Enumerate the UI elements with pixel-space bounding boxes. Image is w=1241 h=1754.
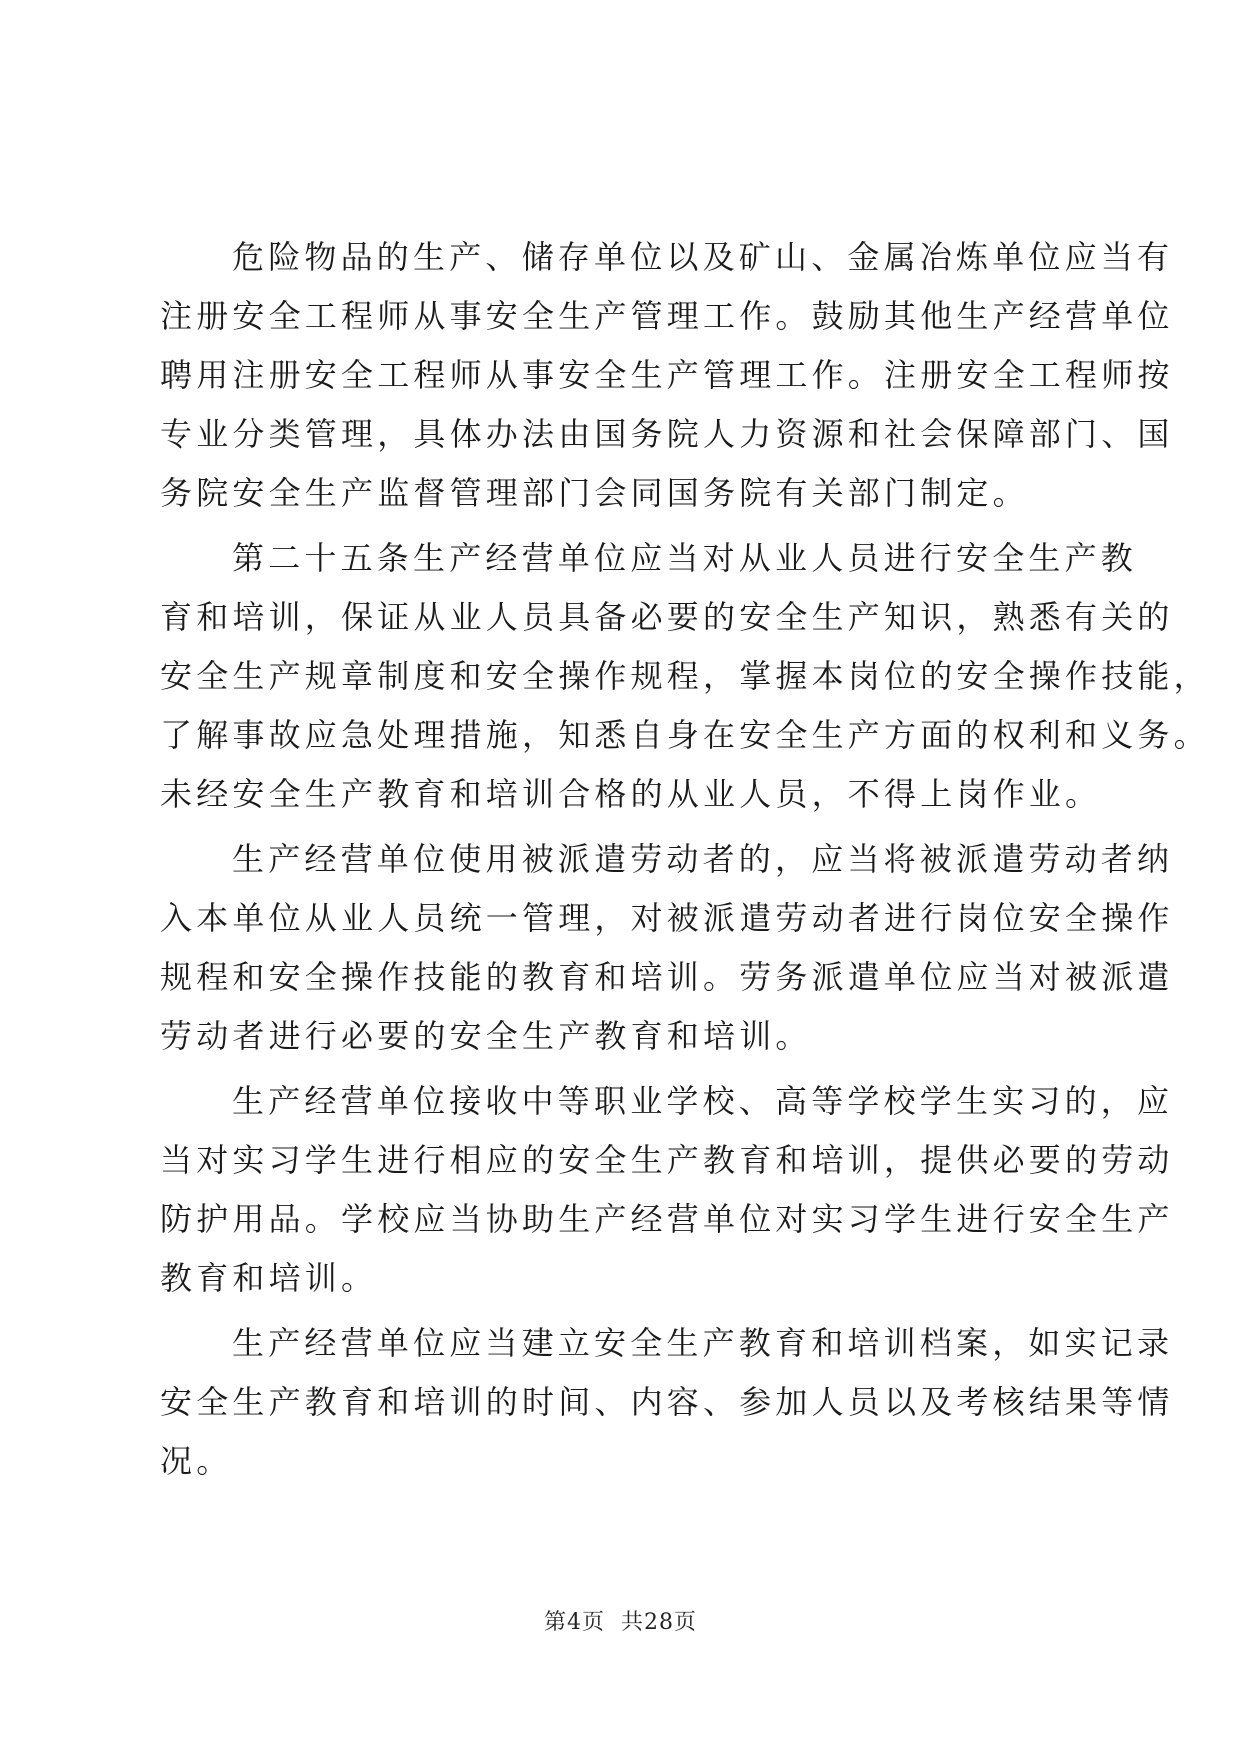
paragraph <box>160 529 1210 824</box>
page-footer <box>0 1605 1241 1636</box>
paragraph <box>160 1314 1174 1491</box>
text-line: 生产经营单位应当建立安全生产教育和培训档案，如实记录 <box>232 1324 1174 1362</box>
text-line: 安全生产教育和培训的时间、内容、参加人员以及考核结果等情 <box>160 1383 1174 1421</box>
text-line: 生产经营单位接收中等职业学校、高等学校学生实习的，应 <box>232 1082 1174 1120</box>
paragraph <box>160 1072 1174 1308</box>
text-line: 注册安全工程师从事安全生产管理工作。鼓励其他生产经营单位 <box>160 297 1174 335</box>
text-line: 育和培训，保证从业人员具备必要的安全生产知识，熟悉有关的 <box>160 598 1174 636</box>
text-line: 聘用注册安全工程师从事安全生产管理工作。注册安全工程师按 <box>160 356 1174 394</box>
page-total: 共28页 <box>621 1610 697 1635</box>
text-line: 第二十五条生产经营单位应当对从业人员进行安全生产教 <box>232 539 1138 577</box>
text-line: 危险物品的生产、储存单位以及矿山、金属冶炼单位应当有 <box>232 238 1174 276</box>
text-line: 防护用品。学校应当协助生产经营单位对实习学生进行安全生产 <box>160 1200 1174 1238</box>
text-line: 劳动者进行必要的安全生产教育和培训。 <box>160 1017 812 1055</box>
text-line: 专业分类管理，具体办法由国务院人力资源和社会保障部门、国 <box>160 415 1174 453</box>
text-line: 生产经营单位使用被派遣劳动者的，应当将被派遣劳动者纳 <box>232 840 1174 878</box>
text-line: 安全生产规章制度和安全操作规程，掌握本岗位的安全操作技能， <box>160 657 1210 695</box>
paragraph <box>160 228 1174 523</box>
text-line: 教育和培训。 <box>160 1259 378 1297</box>
text-line: 况。 <box>160 1442 233 1480</box>
page-number: 第4页 <box>544 1610 605 1635</box>
text-line: 务院安全生产监督管理部门会同国务院有关部门制定。 <box>160 474 1029 512</box>
text-line: 了解事故应急处理措施，知悉自身在安全生产方面的权利和义务。 <box>160 716 1210 754</box>
text-line: 规程和安全操作技能的教育和培训。劳务派遣单位应当对被派遣 <box>160 958 1174 996</box>
text-line: 当对实习学生进行相应的安全生产教育和培训，提供必要的劳动 <box>160 1141 1174 1179</box>
text-line: 入本单位从业人员统一管理，对被派遣劳动者进行岗位安全操作 <box>160 899 1174 937</box>
text-line: 未经安全生产教育和培训合格的从业人员，不得上岗作业。 <box>160 775 1102 813</box>
paragraph <box>160 830 1174 1066</box>
document-body <box>160 228 1210 1497</box>
